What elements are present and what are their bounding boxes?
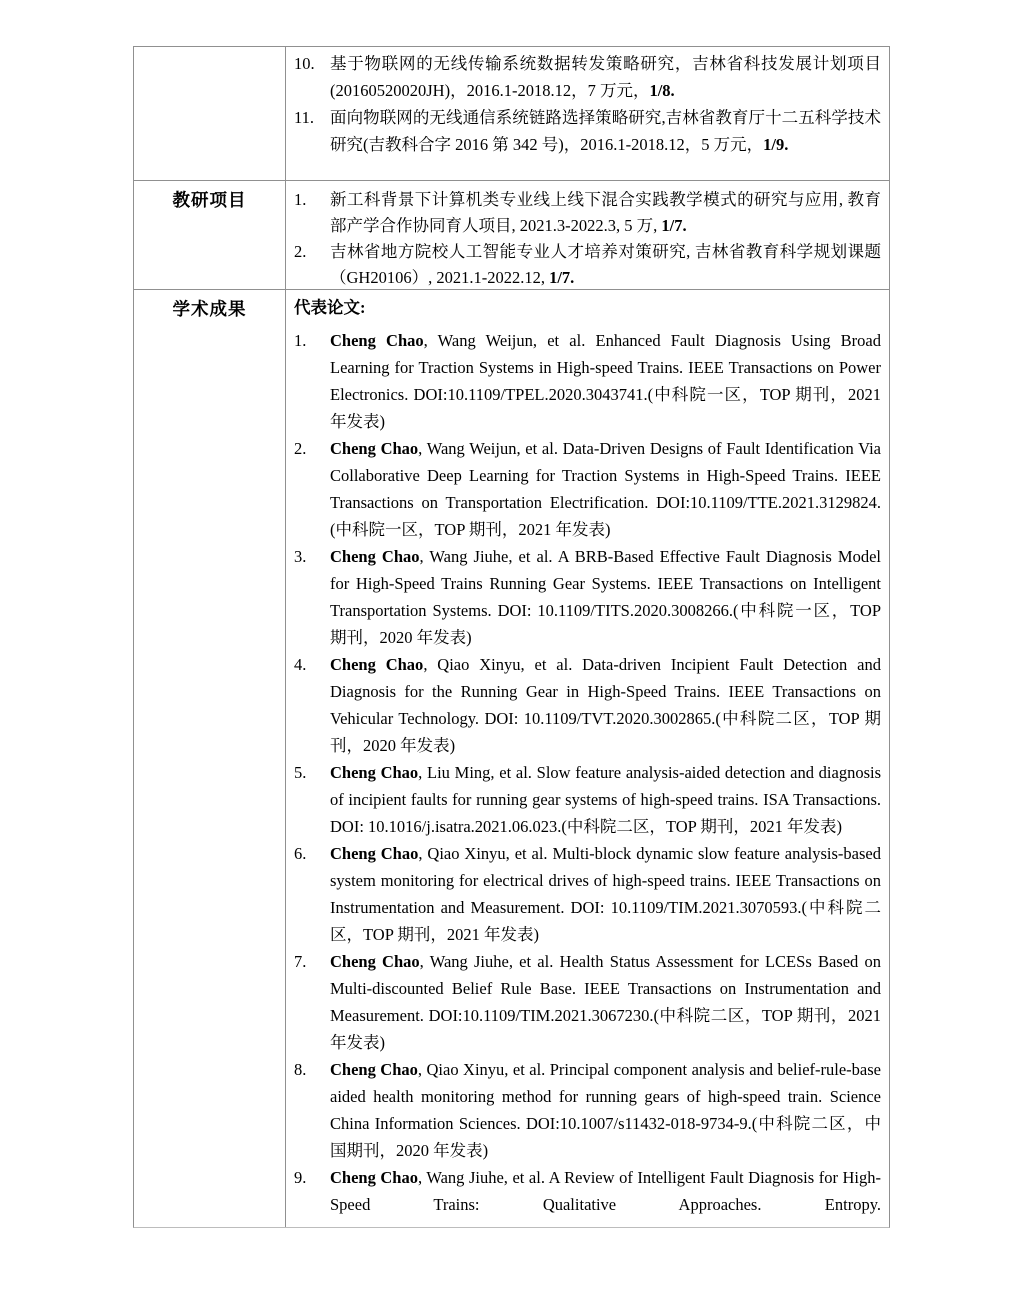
- publication-list: [294, 327, 881, 1218]
- item-text: [330, 840, 881, 948]
- row-label-teaching-projects: 教研项目: [134, 181, 286, 289]
- row-content-research-projects: [286, 47, 889, 180]
- item-number: 3.: [294, 547, 307, 566]
- bold-text-segment: Cheng Chao: [330, 439, 419, 458]
- item-number: 2.: [294, 439, 307, 458]
- item-number: 11.: [294, 108, 315, 127]
- text-segment: , Qiao Xinyu, et al. Principal component analysis and belief-rule-base aided health monitoring method for running gears of high-speed train. Science China Information Sciences. DOI:10.1007/s11432-018-9734-9.(中科院二区，中国期刊，2020 年发表): [330, 1060, 881, 1160]
- list-item: [294, 187, 881, 239]
- project-list: [294, 187, 881, 291]
- row-content-teaching-projects: [286, 181, 889, 289]
- item-number: 9.: [294, 1168, 307, 1187]
- row-content-academic-achievements: [286, 290, 889, 1228]
- item-number: 4.: [294, 655, 307, 674]
- item-text: [330, 1056, 881, 1164]
- item-text: [330, 1164, 881, 1218]
- list-item: [294, 1164, 881, 1218]
- text-segment: , Wang Jiuhe, et al. A Review of Intelligent Fault Diagnosis for High-Speed Trains: Qualitative Approaches. Entropy.: [330, 1168, 881, 1214]
- text-segment: , Wang Jiuhe, et al. Health Status Assessment for LCESs Based on Multi-discounted Belief Rule Base. IEEE Transactions on Instrumentation and Measurement. DOI:10.1109/TIM.2021.3067230.(中科院二区，TOP 期刊，2021 年发表): [330, 952, 881, 1052]
- bold-text-segment: Cheng Chao: [330, 1168, 418, 1187]
- item-number: 5.: [294, 763, 307, 782]
- text-segment: 吉林省地方院校人工智能专业人才培养对策研究, 吉林省教育科学规划课题（GH20106）, 2021.1-2022.12,: [330, 242, 881, 287]
- item-number: 7.: [294, 952, 307, 971]
- item-text: [330, 239, 881, 291]
- bold-text-segment: Cheng Chao: [330, 655, 424, 674]
- bold-text-segment: Cheng Chao: [330, 763, 419, 782]
- item-number: 8.: [294, 1060, 307, 1079]
- bold-text-segment: Cheng Chao: [330, 952, 420, 971]
- item-number: 6.: [294, 844, 307, 863]
- cv-table: [133, 46, 890, 1228]
- item-text: [330, 759, 881, 840]
- text-segment: , Qiao Xinyu, et al. Multi-block dynamic slow feature analysis-based system monitoring for electrical drives of high-speed trains. IEEE Transactions on Instrumentation and Measurement. DOI: 10.1109/TIM.2021.3070593.(中科院二区，TOP 期刊，2021 年发表): [330, 844, 881, 944]
- text-segment: , Wang Weijun, et al. Enhanced Fault Diagnosis Using Broad Learning for Traction Systems in High-speed Trains. IEEE Transactions on Power Electronics. DOI:10.1109/TPEL.2020.3043741.(中科院一区，TOP 期刊，2021 年发表): [330, 331, 881, 431]
- list-item: [294, 1056, 881, 1164]
- list-item: [294, 543, 881, 651]
- text-segment: , Wang Jiuhe, et al. A BRB-Based Effective Fault Diagnosis Model for High-Speed Trains Running Gear Systems. IEEE Transactions on Intelligent Transportation Systems. DOI: 10.1109/TITS.2020.3008266.(中科院一区，TOP 期刊，2020 年发表): [330, 547, 881, 647]
- item-number: 10.: [294, 54, 315, 73]
- table-row-teaching-projects: [134, 180, 889, 289]
- text-segment: , Qiao Xinyu, et al. Data-driven Incipient Fault Detection and Diagnosis for the Running Gear in High-Speed Trains. IEEE Transactions on Vehicular Technology. DOI: 10.1109/TVT.2020.3002865.(中科院二区，TOP 期刊，2020 年发表): [330, 655, 881, 755]
- list-item: [294, 327, 881, 435]
- list-item: [294, 759, 881, 840]
- list-item: [294, 239, 881, 291]
- item-text: [330, 104, 881, 158]
- bold-text-segment: 1/9.: [763, 135, 789, 154]
- item-text: [330, 651, 881, 759]
- list-item: [294, 840, 881, 948]
- item-number: 2.: [294, 242, 307, 261]
- text-segment: , Liu Ming, et al. Slow feature analysis-aided detection and diagnosis of incipient faults for running gear systems of high-speed trains. ISA Transactions. DOI: 10.1016/j.isatra.2021.06.023.(中科院二区，TOP 期刊，2021 年发表): [330, 763, 882, 836]
- bold-text-segment: Cheng Chao: [330, 844, 419, 863]
- bold-text-segment: Cheng Chao: [330, 1060, 418, 1079]
- representative-papers-heading: 代表论文:: [294, 298, 366, 317]
- bold-text-segment: 1/7.: [661, 216, 687, 235]
- list-item: [294, 435, 881, 543]
- text-segment: 新工科背景下计算机类专业线上线下混合实践教学模式的研究与应用, 教育部产学合作协同育人项目, 2021.3-2022.3, 5 万,: [330, 190, 881, 235]
- list-item: [294, 50, 881, 104]
- bold-text-segment: Cheng Chao: [330, 547, 420, 566]
- bold-text-segment: Cheng Chao: [330, 331, 424, 350]
- text-segment: 基于物联网的无线传输系统数据转发策略研究，吉林省科技发展计划项目(20160520020JH)，2016.1-2018.12，7 万元，: [330, 54, 881, 100]
- table-row-research-projects-continued: [134, 47, 889, 180]
- item-text: [330, 543, 881, 651]
- list-item: [294, 651, 881, 759]
- list-item: [294, 948, 881, 1056]
- project-list: [294, 50, 881, 158]
- row-label-academic-achievements: 学术成果: [134, 290, 286, 1228]
- row-label-empty: [134, 47, 286, 180]
- item-number: 1.: [294, 190, 307, 209]
- text-segment: 面向物联网的无线通信系统链路选择策略研究,吉林省教育厅十二五科学技术研究(吉教科合字 2016 第 342 号)，2016.1-2018.12，5 万元，: [330, 108, 881, 154]
- table-row-academic-achievements: [134, 289, 889, 1228]
- item-number: 1.: [294, 331, 307, 350]
- item-text: [330, 187, 881, 239]
- list-item: [294, 104, 881, 158]
- item-text: [330, 948, 881, 1056]
- bold-text-segment: 1/7.: [549, 268, 575, 287]
- text-segment: , Wang Weijun, et al. Data-Driven Designs of Fault Identification Via Collaborative Deep Learning for Traction Systems in High-Speed Trains. IEEE Transactions on Transportation Electrification. DOI:10.1109/TTE.2021.3129824.(中科院一区，TOP 期刊，2021 年发表): [330, 439, 881, 539]
- item-text: [330, 50, 881, 104]
- bold-text-segment: 1/8.: [649, 81, 675, 100]
- item-text: [330, 435, 881, 543]
- item-text: [330, 327, 881, 435]
